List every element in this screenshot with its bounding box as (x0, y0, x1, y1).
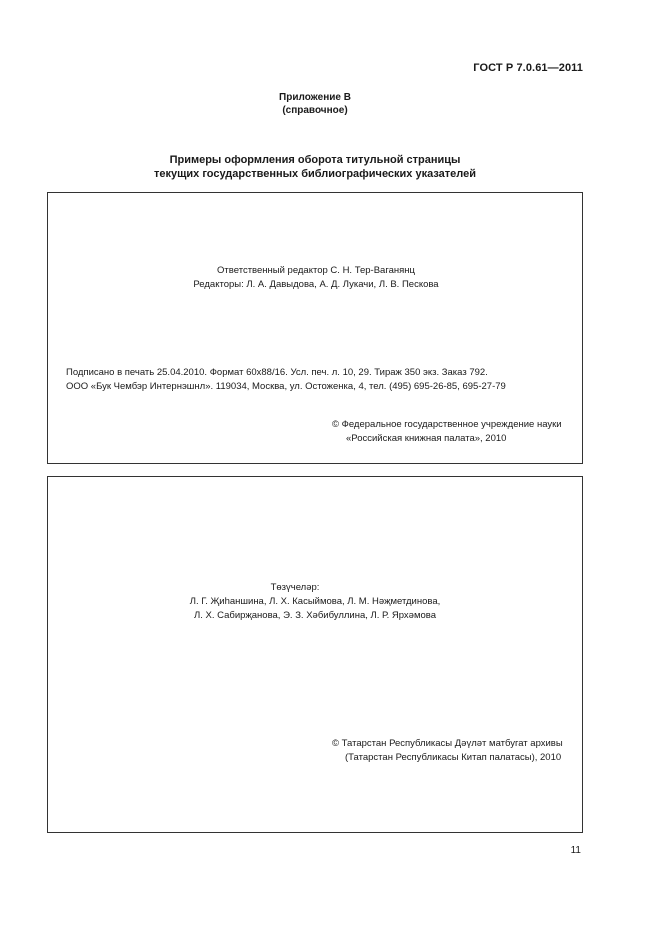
compilers-block (48, 581, 582, 623)
example-box-1 (47, 192, 583, 464)
copyright-block-2 (332, 737, 563, 765)
copyright-block (332, 418, 562, 446)
appendix-title: Приложение В (279, 92, 351, 103)
document-code: ГОСТ Р 7.0.61—2011 (473, 62, 583, 74)
responsible-editor-line: Ответственный редактор С. Н. Тер-Ваганянц (217, 265, 415, 276)
section-heading-line-1: Примеры оформления оборота титульной страницы (169, 154, 461, 166)
editors-block (48, 264, 584, 292)
imprint-line-1: Подписано в печать 25.04.2010. Формат 60x88/16. Усл. печ. л. 10, 29. Тираж 350 экз. Заказ 792. (66, 367, 488, 378)
compilers-line-1: Л. Г. Җиһаншина, Л. Х. Касыймова, Л. М. Нәҗметдинова, (189, 596, 441, 607)
compilers-line-2: Л. Х. Сабирҗанова, Э. З. Хәбибуллина, Л. Р. Ярхәмова (194, 610, 436, 621)
appendix-header (0, 91, 630, 117)
copyright-line-2: (Татарстан Республикасы Китап палатасы), 2010 (345, 752, 562, 763)
example-box-2 (47, 476, 583, 833)
section-heading (0, 153, 630, 181)
section-heading-line-2: текущих государственных библиографических указателей (153, 168, 477, 180)
appendix-subtitle: (справочное) (282, 105, 348, 116)
copyright-line-2: «Российская книжная палата», 2010 (346, 433, 507, 444)
copyright-line-1: © Татарстан Республикасы Дәүләт матбугат архивы (332, 738, 563, 749)
imprint-block (66, 366, 506, 394)
page-number: 11 (570, 845, 581, 856)
imprint-line-2: ООО «Бук Чембэр Интернэшнл». 119034, Москва, ул. Остоженка, 4, тел. (495) 695-26-85, 695-27-79 (66, 381, 506, 392)
editors-line: Редакторы: Л. А. Давыдова, А. Д. Лукачи, Л. В. Пескова (193, 279, 439, 290)
copyright-line-1: © Федеральное государственное учреждение науки (332, 419, 562, 430)
compilers-label: Төзүчеләр: (270, 582, 320, 593)
